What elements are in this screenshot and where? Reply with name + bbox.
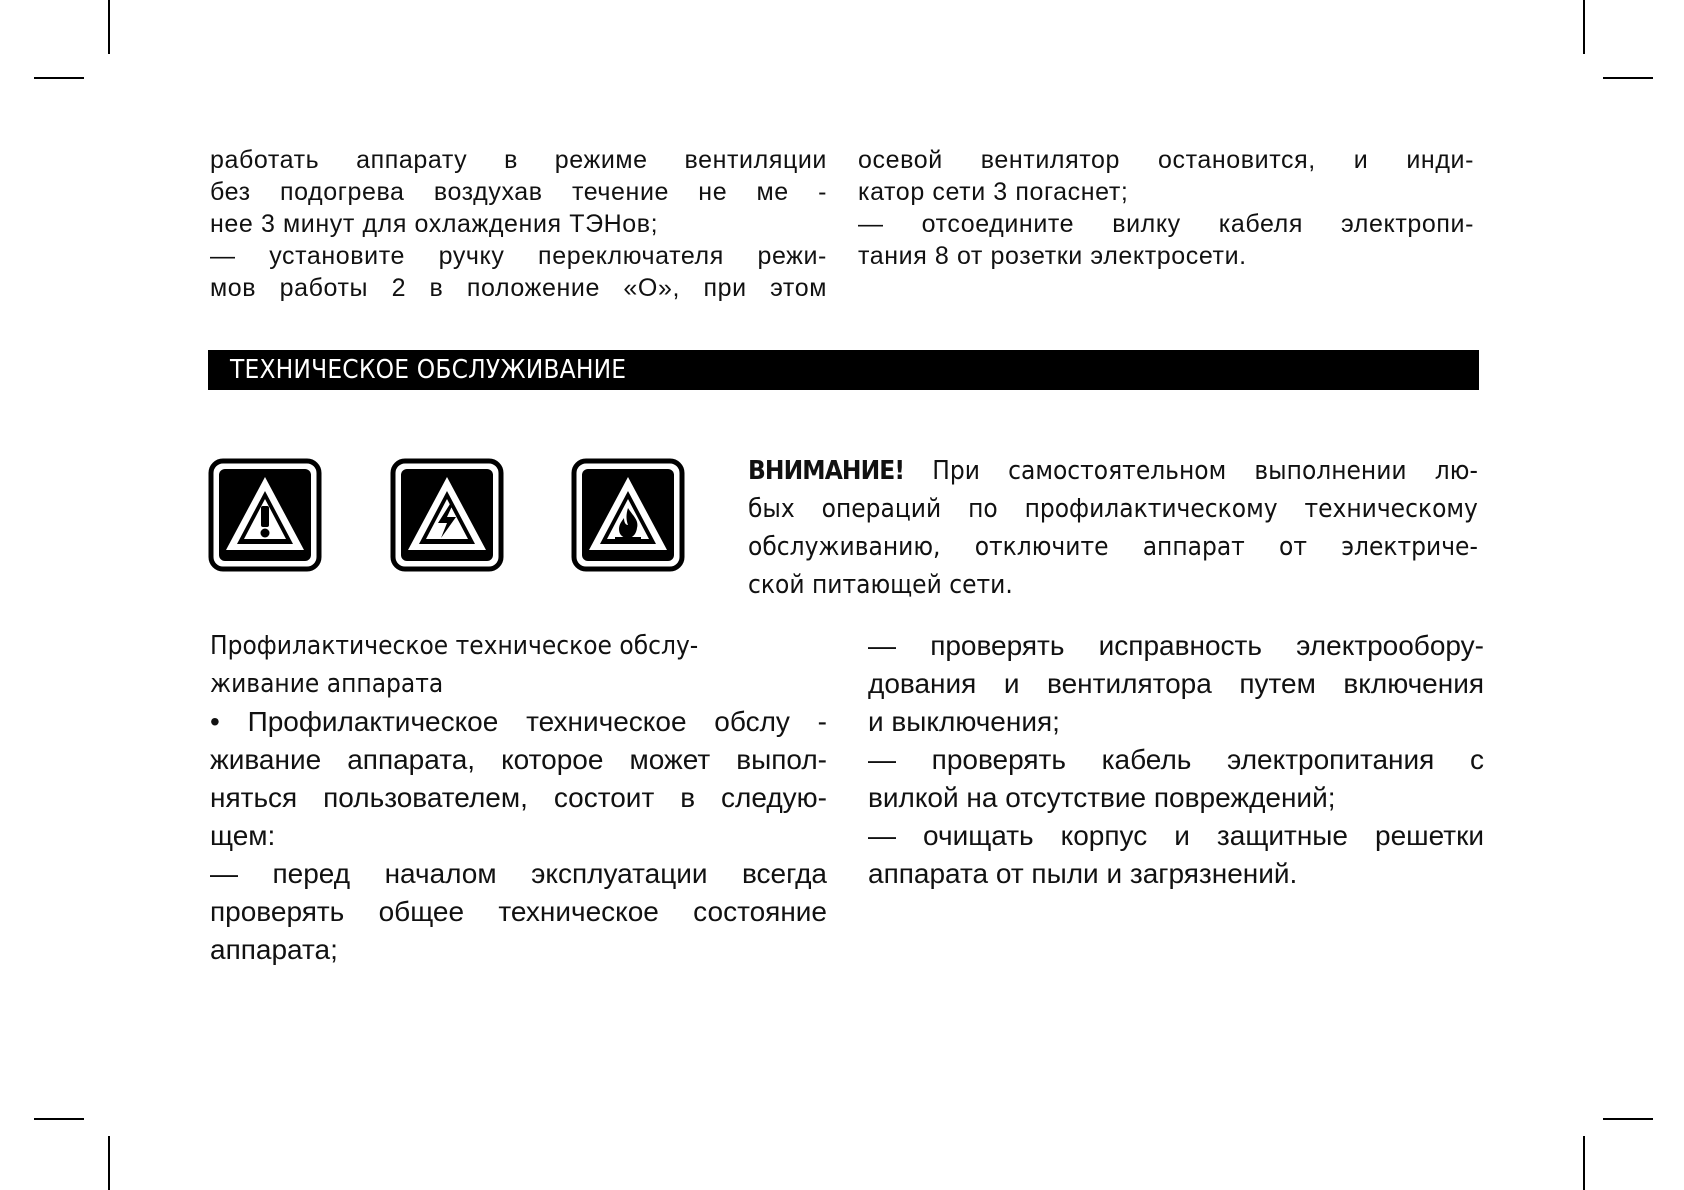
text-line: — очищать корпус и защитные решетки [868, 820, 1484, 851]
text-line: аппарата от пыли и загрязнений. [868, 858, 1298, 889]
subsection-title: Профилактическое техническое обслу- [210, 631, 699, 661]
text-line: и выключения; [868, 706, 1060, 737]
crop-mark [34, 1118, 84, 1120]
warning-line: бых операций по профилактическому техническому [748, 494, 1478, 524]
fire-hazard-warning-icon [571, 458, 685, 572]
text-line: работать аппарату в режиме вентиляции [210, 146, 827, 174]
text-line: щем: [210, 820, 276, 851]
general-warning-icon [208, 458, 322, 572]
bottom-right-column [868, 627, 1484, 893]
text-line: дования и вентилятора путем включения [868, 668, 1484, 699]
text-line: аппарата; [210, 934, 338, 965]
warning-text: При самостоятельном выполнении лю- [904, 456, 1478, 486]
warning-line: ской питающей сети. [748, 570, 1013, 600]
text-line: няться пользователем, состоит в следую- [210, 782, 827, 813]
text-line: катор сети 3 погаснет; [858, 178, 1129, 206]
electric-shock-warning-icon [390, 458, 504, 572]
top-right-column [858, 144, 1474, 272]
text-line: вилкой на отсутствие повреждений; [868, 782, 1336, 813]
top-left-column [210, 144, 827, 304]
crop-mark [108, 1136, 110, 1190]
text-line: нее 3 минут для охлаждения ТЭНов; [210, 210, 659, 238]
text-line: проверять общее техническое состояние [210, 896, 827, 927]
text-line: — отсоедините вилку кабеля электропи- [858, 210, 1474, 238]
text-line: — проверять кабель электропитания с [868, 744, 1484, 775]
warning-line: обслуживанию, отключите аппарат от электриче- [748, 532, 1478, 562]
text-line: без подогрева воздухав течение не ме - [210, 178, 827, 206]
text-line: • Профилактическое техническое обслу - [210, 706, 827, 737]
section-title: ТЕХНИЧЕСКОЕ ОБСЛУЖИВАНИЕ [230, 355, 627, 385]
text-line: — проверять исправность электрообору- [868, 630, 1484, 661]
crop-mark [1603, 77, 1653, 79]
text-line: — установите ручку переключателя режи- [210, 242, 827, 270]
text-line: мов работы 2 в положение «О», при этом [210, 274, 827, 302]
crop-mark [34, 77, 84, 79]
section-header-bar [208, 350, 1479, 390]
text-line: осевой вентилятор остановится, и инди- [858, 146, 1474, 174]
crop-mark [1603, 1118, 1653, 1120]
warning-label: ВНИМАНИЕ! [748, 456, 905, 486]
text-line: живание аппарата, которое может выпол- [210, 744, 827, 775]
subsection-title: живание аппарата [210, 669, 444, 699]
text-line: тания 8 от розетки электросети. [858, 242, 1247, 270]
warning-line [748, 452, 1478, 490]
crop-mark [108, 0, 110, 54]
warning-notice [748, 452, 1478, 604]
crop-mark [1583, 0, 1585, 54]
bottom-left-column [210, 627, 827, 969]
text-line: — перед началом эксплуатации всегда [210, 858, 827, 889]
crop-mark [1583, 1136, 1585, 1190]
